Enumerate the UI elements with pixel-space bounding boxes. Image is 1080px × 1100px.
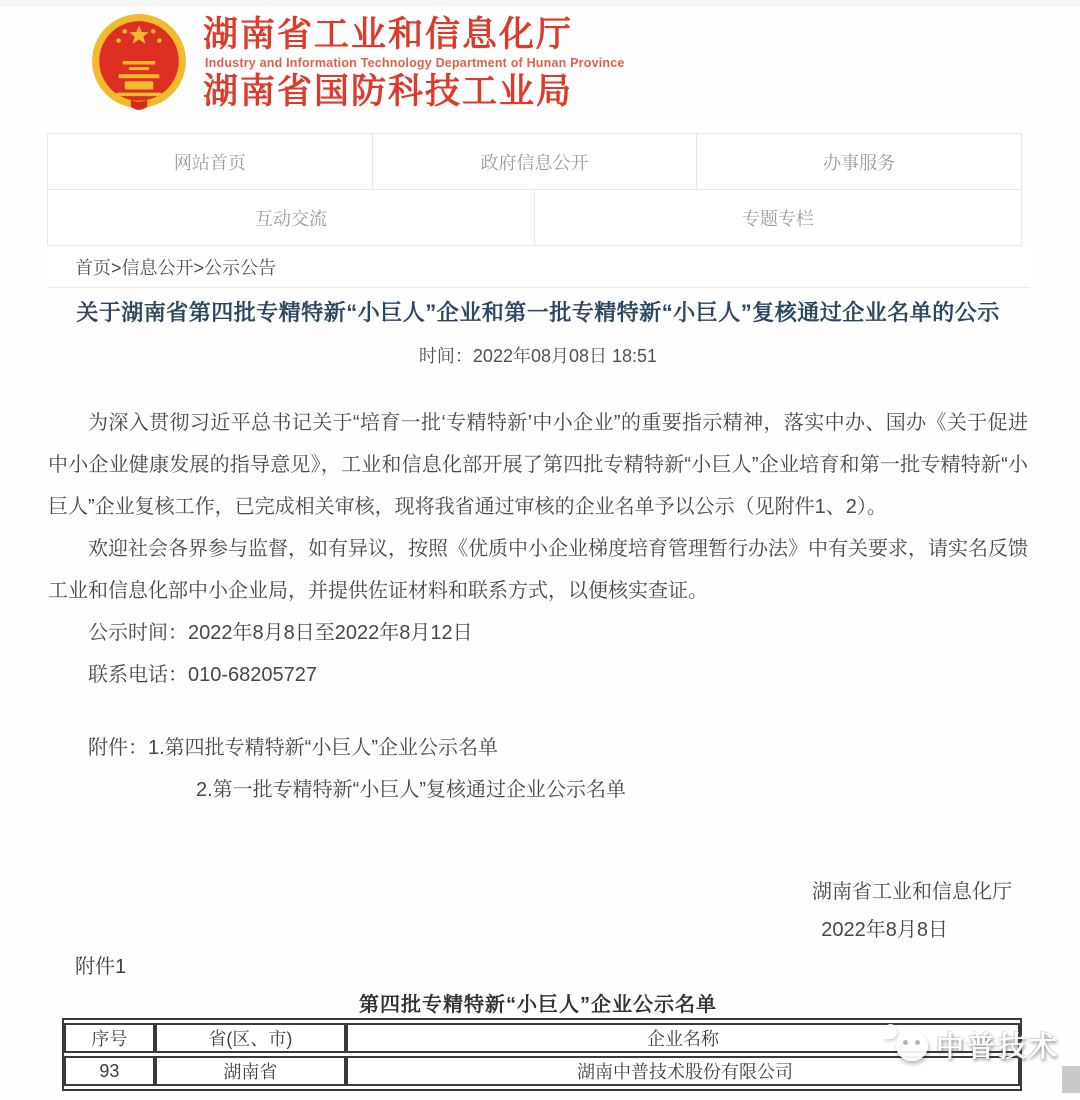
nav-row-1 [48, 133, 1022, 189]
publish-time: 时间：2022年08月08日 18:51 [418, 346, 658, 366]
signature-org: 湖南省工业和信息化厅 [812, 881, 1012, 903]
nav-item-services[interactable]: 办事服务 [696, 133, 1022, 190]
attachment-line-2 [48, 769, 1028, 811]
national-emblem-icon [88, 11, 190, 115]
company-list-table [62, 1018, 1022, 1091]
attachment-link-1[interactable]: 1.第四批专精特新“小巨人”企业公示名单 [148, 737, 498, 759]
col-header-company: 企业名称 [346, 1023, 1020, 1053]
nav-item-home[interactable]: 网站首页 [47, 133, 373, 190]
attachments-label: 附件： [88, 737, 148, 759]
edge-fragment [1062, 1066, 1080, 1093]
col-header-province: 省(区、市) [155, 1023, 346, 1053]
article-title: 关于湖南省第四批专精特新“小巨人”企业和第一批专精特新“小巨人”复核通过企业名单的公示 [76, 300, 1000, 325]
org-name-english: Industry and Information Technology Department of Hunan Province [205, 55, 625, 70]
publicity-period: 公示时间：2022年8月8日至2022年8月12日 [88, 622, 473, 644]
nav-item-interaction[interactable]: 互动交流 [47, 189, 535, 246]
table-row [64, 1056, 1020, 1086]
cell-company: 湖南中普技术股份有限公司 [346, 1056, 1020, 1086]
attachments-block [48, 727, 1028, 811]
contact-phone: 联系电话：010-68205727 [88, 664, 318, 686]
attachment1-table-title: 第四批专精特新“小巨人”企业公示名单 [359, 994, 717, 1016]
cell-province: 湖南省 [155, 1056, 346, 1086]
paragraph-2: 欢迎社会各界参与监督，如有异议，按照《优质中小企业梯度培育管理暂行办法》中有关要求，请实名反馈工业和信息化部中小企业局，并提供佐证材料和联系方式，以便核实查证。 [48, 538, 1028, 602]
site-header [88, 11, 625, 115]
article [48, 296, 1028, 949]
signature-date: 2022年8月8日 [821, 919, 948, 941]
cell-index: 93 [64, 1056, 155, 1086]
col-header-index: 序号 [64, 1023, 155, 1053]
attachment-line-1 [48, 727, 1028, 769]
watermark-text: 中普技术 [936, 1031, 1061, 1062]
article-body [48, 402, 1028, 949]
org-name-primary: 湖南省工业和信息化厅 [203, 14, 574, 54]
table-header-row [64, 1023, 1020, 1053]
watermark [882, 1022, 1060, 1068]
watermark-logo-icon [882, 1022, 930, 1068]
main-nav [48, 133, 1022, 245]
breadcrumb[interactable]: 首页>信息公开>公示公告 [48, 249, 1030, 288]
paragraph-1: 为深入贯彻习近平总书记关于“培育一批‘专精特新’中小企业”的重要指示精神，落实中办、国办《关于促进中小企业健康发展的指导意见》，工业和信息化部开展了第四批专精特新“小巨人”企业培育和第一批专精特新“小巨人”企业复核工作，已完成相关审核，现将我省通过审核的企业名单予以公示（见附件1、2）。 [48, 412, 1028, 518]
top-strip [0, 0, 1080, 7]
masthead-text [203, 16, 625, 111]
attachment1-label: 附件1 [75, 956, 127, 978]
nav-row-2 [48, 189, 1022, 245]
nav-item-special-topics[interactable]: 专题专栏 [534, 189, 1022, 246]
attachment-link-2[interactable]: 2.第一批专精特新“小巨人”复核通过企业公示名单 [196, 779, 626, 801]
nav-item-gov-info-disclosure[interactable]: 政府信息公开 [372, 133, 698, 190]
org-name-secondary: 湖南省国防科技工业局 [203, 71, 574, 111]
